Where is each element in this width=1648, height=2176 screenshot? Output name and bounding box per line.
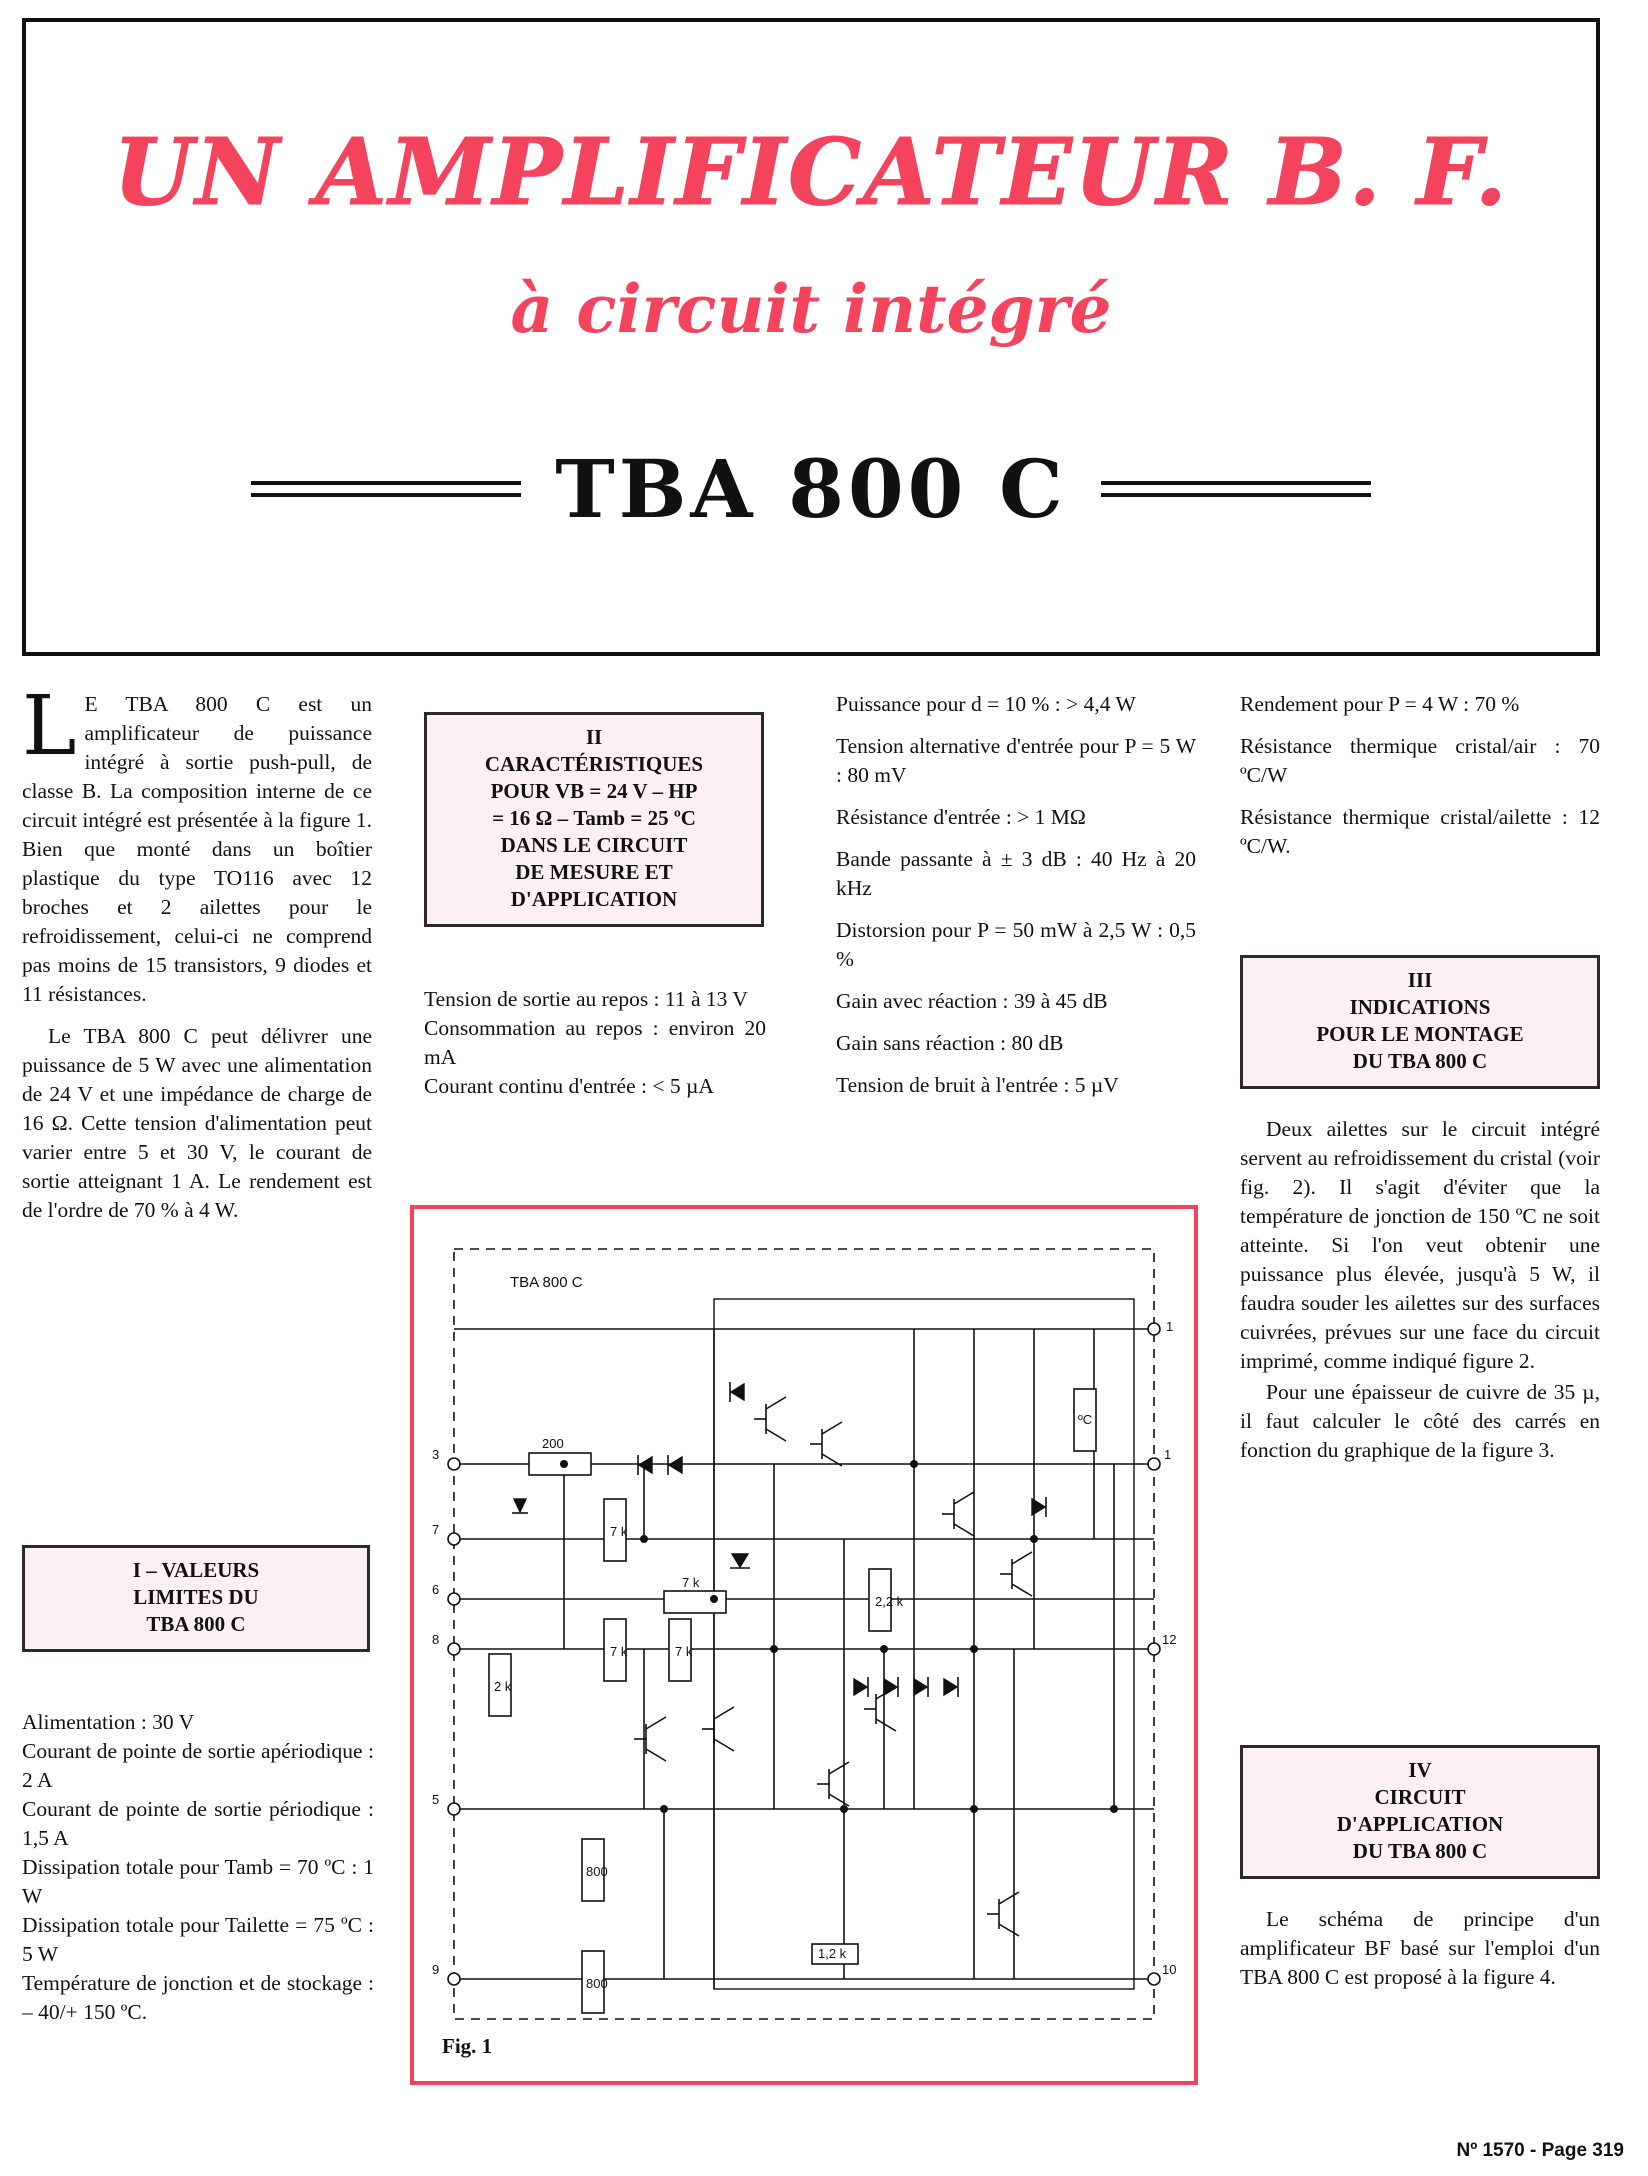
column4-line-3: Résistance thermique cristal/ailette : 12 ºC/W. — [1240, 805, 1600, 858]
section-i-text — [22, 1708, 374, 2027]
heading-box-i-line-1: I – VALEURS — [132, 1558, 260, 1582]
heading-box-i — [22, 1545, 370, 1652]
title-line-3-row — [26, 442, 1596, 536]
figure-1-caption: Fig. 1 — [442, 2034, 493, 2058]
section-iii-paragraph-1: Deux ailettes sur le circuit intégré servent au refroidissement du cristal (voir fig. 2). Il s'agit d'éviter que la température de jonction de 150 ºC ne soit atteinte. Si l'on veut obtenir une puissance plus élevée, jusqu'à 5 W, il faudra souder les ailettes sur des surfaces cuivrées, prévues sur une face du circuit imprimé, comme indiqué figure 2. — [1240, 1117, 1600, 1373]
heading-box-ii-line-3: POUR VB = 24 V – HP — [490, 779, 698, 803]
schematic-diagram — [414, 1209, 1194, 2081]
heading-box-ii — [424, 712, 764, 927]
column-3 — [836, 690, 1196, 1100]
svg-text:7 k: 7 k — [675, 1644, 693, 1659]
column3-line-3: Résistance d'entrée : > 1 MΩ — [836, 805, 1086, 829]
svg-text:1,2 k: 1,2 k — [818, 1946, 847, 1961]
svg-text:2,2 k: 2,2 k — [875, 1594, 904, 1609]
title-rule-left — [251, 481, 521, 497]
section-i-line-3: Courant de pointe de sortie périodique : 1,5 A — [22, 1797, 374, 1850]
heading-box-iv-line-4: DU TBA 800 C — [1352, 1839, 1488, 1863]
svg-text:7 k: 7 k — [610, 1644, 628, 1659]
heading-box-iii-line-3: POUR LE MONTAGE — [1316, 1022, 1524, 1046]
heading-box-iv-line-1: IV — [1408, 1758, 1432, 1782]
svg-text:2 k: 2 k — [494, 1679, 512, 1694]
heading-box-ii-line-7: D'APPLICATION — [510, 887, 678, 911]
svg-text:ºC: ºC — [1078, 1412, 1093, 1427]
svg-text:200: 200 — [542, 1436, 564, 1451]
heading-box-ii-line-4: = 16 Ω – Tamb = 25 ºC — [492, 806, 696, 830]
svg-text:3: 3 — [432, 1447, 440, 1462]
title-rule-right — [1101, 481, 1371, 497]
title-line-1: UN AMPLIFICATEUR B. F. — [113, 118, 1509, 226]
section-ii-line-1: Tension de sortie au repos : 11 à 13 V — [424, 987, 748, 1011]
heading-box-ii-line-6: DE MESURE ET — [515, 860, 673, 884]
column4-line-2: Résistance thermique cristal/air : 70 ºC/W — [1240, 734, 1600, 787]
svg-text:9: 9 — [432, 1962, 440, 1977]
svg-text:800: 800 — [586, 1864, 608, 1879]
section-ii-text — [424, 985, 766, 1101]
column3-line-1: Puissance pour d = 10 % : > 4,4 W — [836, 692, 1136, 716]
svg-text:1: 1 — [1166, 1319, 1174, 1334]
heading-box-iv-line-2: CIRCUIT — [1374, 1785, 1466, 1809]
svg-text:1: 1 — [1164, 1447, 1172, 1462]
svg-text:800: 800 — [586, 1976, 608, 1991]
drop-cap: L — [22, 679, 77, 774]
svg-text:10: 10 — [1162, 1962, 1177, 1977]
section-i-line-4: Dissipation totale pour Tamb = 70 ºC : 1 W — [22, 1855, 374, 1908]
heading-box-i-line-3: TBA 800 C — [146, 1612, 246, 1636]
figure-1-box — [410, 1205, 1198, 2085]
column3-line-6: Gain avec réaction : 39 à 45 dB — [836, 989, 1108, 1013]
heading-box-ii-line-2: CARACTÉRISTIQUES — [484, 752, 704, 776]
column3-line-7: Gain sans réaction : 80 dB — [836, 1031, 1064, 1055]
title-line-2: à circuit intégré — [510, 270, 1112, 348]
heading-box-iii-line-2: INDICATIONS — [1349, 995, 1491, 1019]
svg-text:TBA 800 C: TBA 800 C — [510, 1274, 583, 1291]
heading-box-ii-line-5: DANS LE CIRCUIT — [500, 833, 688, 857]
heading-box-ii-line-1: II — [585, 725, 603, 749]
svg-text:5: 5 — [432, 1792, 440, 1807]
section-ii-line-3: Courant continu d'entrée : < 5 µA — [424, 1074, 714, 1098]
heading-box-i-line-2: LIMITES DU — [133, 1585, 259, 1609]
column1-paragraph-2: Le TBA 800 C peut délivrer une puissance de 5 W avec une alimentation de 24 V et une impédance de charge de 16 Ω. Cette tension d'alimentation peut varier entre 5 et 30 V, le courant de sortie atteignant 1 A. Le rendement est de l'ordre de 70 % à 4 W. — [22, 1024, 372, 1222]
svg-text:7: 7 — [432, 1522, 440, 1537]
column-4 — [1240, 690, 1600, 861]
intro-paragraph-text: E TBA 800 C est un amplificateur de puissance intégré à sortie push-pull, de classe B. La composition interne de ce circuit intégré est présentée à la figure 1. Bien que monté dans un boîtier plastique du type TO116 avec 12 broches et 2 ailettes pour le refroidissement, celui-ci ne comprend pas moins de 15 transistors, 9 diodes et 11 résistances. — [22, 692, 372, 1006]
heading-box-iii-line-4: DU TBA 800 C — [1352, 1049, 1488, 1073]
svg-text:12: 12 — [1162, 1632, 1177, 1647]
section-i-line-6: Température de jonction et de stockage : – 40/+ 150 ºC. — [22, 1971, 374, 2024]
column3-line-8: Tension de bruit à l'entrée : 5 µV — [836, 1073, 1119, 1097]
section-i-line-5: Dissipation totale pour Tailette = 75 ºC : 5 W — [22, 1913, 374, 1966]
section-iii-text — [1240, 1115, 1600, 1465]
heading-box-iii-line-1: III — [1407, 968, 1433, 992]
page-footer: Nº 1570 - Page 319 — [1456, 2140, 1624, 2161]
title-box — [22, 18, 1600, 656]
section-iii-paragraph-2: Pour une épaisseur de cuivre de 35 µ, il faut calculer le côté des carrés en fonction du graphique de la figure 3. — [1240, 1380, 1600, 1462]
section-i-line-1: Alimentation : 30 V — [22, 1710, 195, 1734]
intro-paragraph — [22, 679, 372, 1009]
svg-text:7 k: 7 k — [610, 1524, 628, 1539]
heading-box-iv-line-3: D'APPLICATION — [1336, 1812, 1504, 1836]
svg-text:8: 8 — [432, 1632, 440, 1647]
column3-line-2: Tension alternative d'entrée pour P = 5 W : 80 mV — [836, 734, 1196, 787]
section-iv-text — [1240, 1905, 1600, 1992]
section-iv-paragraph-1: Le schéma de principe d'un amplificateur BF basé sur l'emploi d'un TBA 800 C est proposé à la figure 4. — [1240, 1907, 1600, 1989]
title-line-3: TBA 800 C — [555, 442, 1067, 536]
svg-text:7 k: 7 k — [682, 1575, 700, 1590]
column-1 — [22, 679, 372, 1225]
column3-line-5: Distorsion pour P = 50 mW à 2,5 W : 0,5 % — [836, 918, 1196, 971]
svg-text:6: 6 — [432, 1582, 440, 1597]
heading-box-iii — [1240, 955, 1600, 1089]
section-i-line-2: Courant de pointe de sortie apériodique : 2 A — [22, 1739, 374, 1792]
heading-box-iv — [1240, 1745, 1600, 1879]
column4-line-1: Rendement pour P = 4 W : 70 % — [1240, 692, 1520, 716]
section-ii-line-2: Consommation au repos : environ 20 mA — [424, 1016, 766, 1069]
column3-line-4: Bande passante à ± 3 dB : 40 Hz à 20 kHz — [836, 847, 1196, 900]
